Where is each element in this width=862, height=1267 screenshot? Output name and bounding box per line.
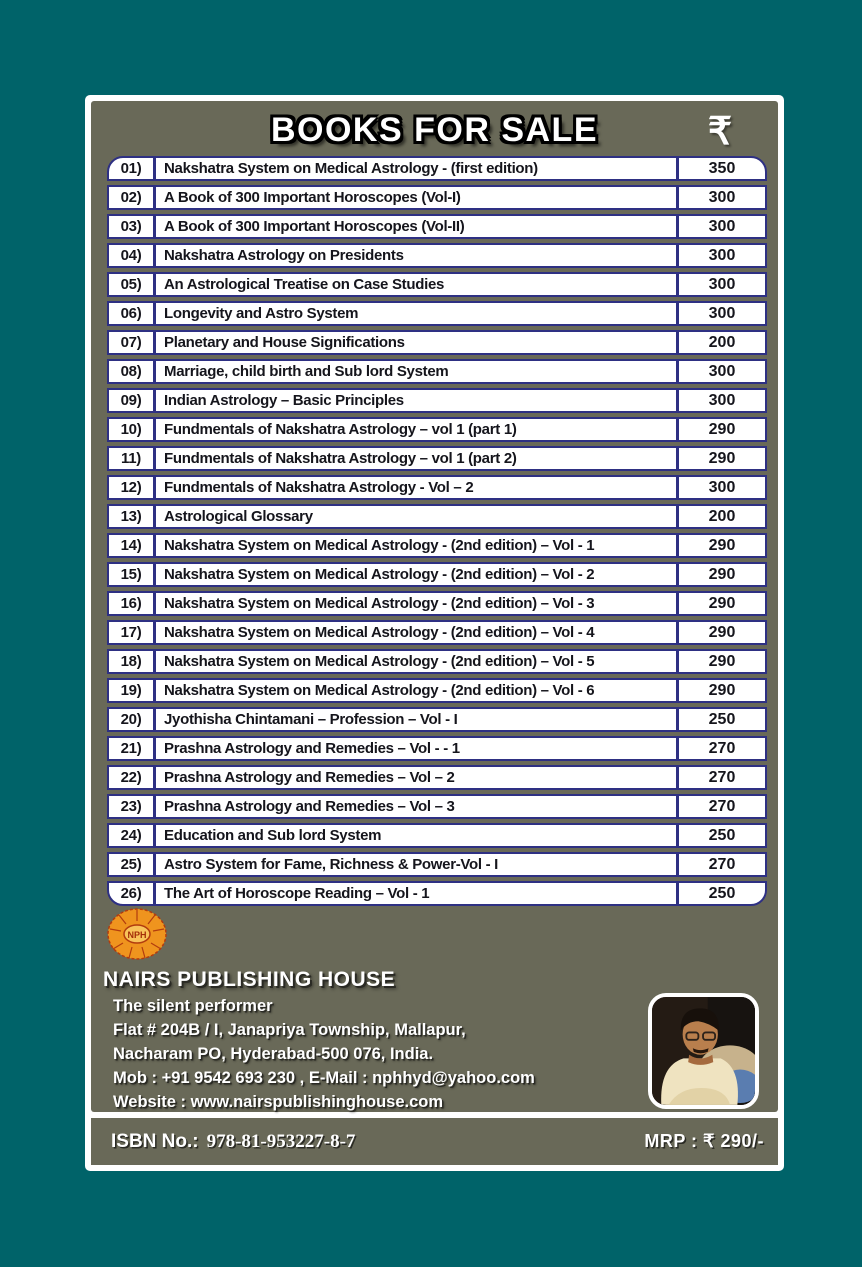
row-price: 350 xyxy=(708,159,736,177)
main-panel xyxy=(91,101,778,1112)
row-title: Marriage, child birth and Sub lord System xyxy=(153,361,679,382)
row-price: 290 xyxy=(708,681,736,699)
table-row xyxy=(107,620,767,645)
row-number: 09) xyxy=(120,392,142,409)
row-title: Prashna Astrology and Remedies – Vol - - 1 xyxy=(153,738,679,759)
row-price: 270 xyxy=(708,768,736,786)
row-number: 14) xyxy=(120,537,142,554)
row-price: 300 xyxy=(708,391,736,409)
row-price: 270 xyxy=(708,739,736,757)
row-price: 290 xyxy=(708,536,736,554)
row-number: 19) xyxy=(120,682,142,699)
table-row xyxy=(107,417,767,442)
row-number: 23) xyxy=(120,798,142,815)
table-row xyxy=(107,504,767,529)
table-row xyxy=(107,185,767,210)
row-title: Fundmentals of Nakshatra Astrology - Vol – 2 xyxy=(153,477,679,498)
table-row xyxy=(107,214,767,239)
row-price: 290 xyxy=(708,652,736,670)
row-title: An Astrological Treatise on Case Studies xyxy=(153,274,679,295)
row-title: Longevity and Astro System xyxy=(153,303,679,324)
row-number: 06) xyxy=(120,305,142,322)
row-number: 04) xyxy=(120,247,142,264)
address-line-1: Flat # 204B / I, Janapriya Township, Mallapur, xyxy=(113,1021,466,1039)
row-title: Nakshatra System on Medical Astrology - (2nd edition) – Vol - 3 xyxy=(153,593,679,614)
row-price: 290 xyxy=(708,449,736,467)
row-price: 250 xyxy=(708,710,736,728)
row-title: Nakshatra System on Medical Astrology - (2nd edition) – Vol - 1 xyxy=(153,535,679,556)
row-title: Nakshatra System on Medical Astrology - (2nd edition) – Vol - 5 xyxy=(153,651,679,672)
row-title: Education and Sub lord System xyxy=(153,825,679,846)
row-title: Astro System for Fame, Richness & Power-Vol - I xyxy=(153,854,679,875)
row-title: The Art of Horoscope Reading – Vol - 1 xyxy=(153,883,679,904)
row-number: 15) xyxy=(120,566,142,583)
table-row xyxy=(107,243,767,268)
row-price: 290 xyxy=(708,420,736,438)
row-title: Nakshatra System on Medical Astrology - (first edition) xyxy=(153,158,679,179)
row-price: 300 xyxy=(708,275,736,293)
row-number: 12) xyxy=(120,479,142,496)
table-row xyxy=(107,591,767,616)
row-title: Nakshatra System on Medical Astrology - (2nd edition) – Vol - 2 xyxy=(153,564,679,585)
row-number: 18) xyxy=(120,653,142,670)
row-title: Nakshatra System on Medical Astrology - (2nd edition) – Vol - 4 xyxy=(153,622,679,643)
row-number: 13) xyxy=(120,508,142,525)
table-row xyxy=(107,736,767,761)
table-row xyxy=(107,475,767,500)
row-title: Indian Astrology – Basic Principles xyxy=(153,390,679,411)
table-row xyxy=(107,852,767,877)
row-number: 03) xyxy=(120,218,142,235)
row-price: 300 xyxy=(708,246,736,264)
row-price: 250 xyxy=(708,884,736,902)
publisher-block xyxy=(103,907,643,1114)
row-title: Astrological Glossary xyxy=(153,506,679,527)
row-price: 290 xyxy=(708,623,736,641)
table-row xyxy=(107,156,767,181)
row-title: Fundmentals of Nakshatra Astrology – vol 1 (part 1) xyxy=(153,419,679,440)
publisher-name: NAIRS PUBLISHING HOUSE xyxy=(103,968,396,991)
row-number: 17) xyxy=(120,624,142,641)
row-title: Nakshatra Astrology on Presidents xyxy=(153,245,679,266)
row-number: 20) xyxy=(120,711,142,728)
row-title: Prashna Astrology and Remedies – Vol – 3 xyxy=(153,796,679,817)
table-row xyxy=(107,794,767,819)
table-row xyxy=(107,881,767,906)
row-price: 300 xyxy=(708,362,736,380)
row-title: Planetary and House Significations xyxy=(153,332,679,353)
row-number: 08) xyxy=(120,363,142,380)
row-number: 02) xyxy=(120,189,142,206)
row-price: 290 xyxy=(708,565,736,583)
isbn-value: 978-81-953227-8-7 xyxy=(206,1130,356,1152)
author-photo-graphic xyxy=(652,997,755,1105)
row-number: 10) xyxy=(120,421,142,438)
row-title: Nakshatra System on Medical Astrology - (2nd edition) – Vol - 6 xyxy=(153,680,679,701)
row-price: 250 xyxy=(708,826,736,844)
table-row xyxy=(107,823,767,848)
row-title: Jyothisha Chintamani – Profession – Vol - I xyxy=(153,709,679,730)
isbn-group xyxy=(111,1131,355,1153)
row-price: 300 xyxy=(708,304,736,322)
table-row xyxy=(107,649,767,674)
back-cover-card xyxy=(85,95,784,1171)
row-number: 24) xyxy=(120,827,142,844)
row-price: 200 xyxy=(708,507,736,525)
contact-line: Mob : +91 9542 693 230 , E-Mail : nphhyd@yahoo.com xyxy=(113,1069,535,1087)
row-price: 290 xyxy=(708,594,736,612)
row-number: 26) xyxy=(120,885,142,902)
row-number: 01) xyxy=(120,160,142,177)
table-row xyxy=(107,388,767,413)
rupee-symbol-icon: ₹ xyxy=(707,111,732,153)
row-number: 05) xyxy=(120,276,142,293)
table-row xyxy=(107,533,767,558)
logo-monogram: NPH xyxy=(127,930,147,940)
author-photo xyxy=(648,993,759,1109)
books-price-table xyxy=(107,156,767,906)
row-number: 11) xyxy=(121,450,141,467)
row-price: 300 xyxy=(708,217,736,235)
table-row xyxy=(107,446,767,471)
row-title: Prashna Astrology and Remedies – Vol – 2 xyxy=(153,767,679,788)
row-title: A Book of 300 Important Horoscopes (Vol-I) xyxy=(153,187,679,208)
table-row xyxy=(107,562,767,587)
table-row xyxy=(107,678,767,703)
row-number: 25) xyxy=(120,856,142,873)
row-number: 07) xyxy=(120,334,142,351)
row-price: 200 xyxy=(708,333,736,351)
table-row xyxy=(107,272,767,297)
row-price: 300 xyxy=(708,188,736,206)
row-number: 22) xyxy=(120,769,142,786)
row-title: A Book of 300 Important Horoscopes (Vol-II) xyxy=(153,216,679,237)
row-price: 300 xyxy=(708,478,736,496)
address-line-2: Nacharam PO, Hyderabad-500 076, India. xyxy=(113,1045,434,1063)
row-price: 270 xyxy=(708,797,736,815)
row-price: 270 xyxy=(708,855,736,873)
table-row xyxy=(107,359,767,384)
page-title: BOOKS FOR SALE xyxy=(270,111,599,149)
isbn-label: ISBN No.: xyxy=(111,1130,199,1152)
publisher-logo-icon xyxy=(105,907,169,963)
table-row xyxy=(107,301,767,326)
website-line: Website : www.nairspublishinghouse.com xyxy=(113,1093,444,1111)
table-row xyxy=(107,330,767,355)
row-title: Fundmentals of Nakshatra Astrology – vol 1 (part 2) xyxy=(153,448,679,469)
title-row xyxy=(91,111,778,159)
table-row xyxy=(107,707,767,732)
row-number: 21) xyxy=(120,740,142,757)
isbn-bar xyxy=(91,1118,778,1165)
table-row xyxy=(107,765,767,790)
publisher-tagline: The silent performer xyxy=(113,997,273,1015)
mrp-value: MRP : ₹ 290/- xyxy=(644,1131,764,1151)
row-number: 16) xyxy=(120,595,142,612)
